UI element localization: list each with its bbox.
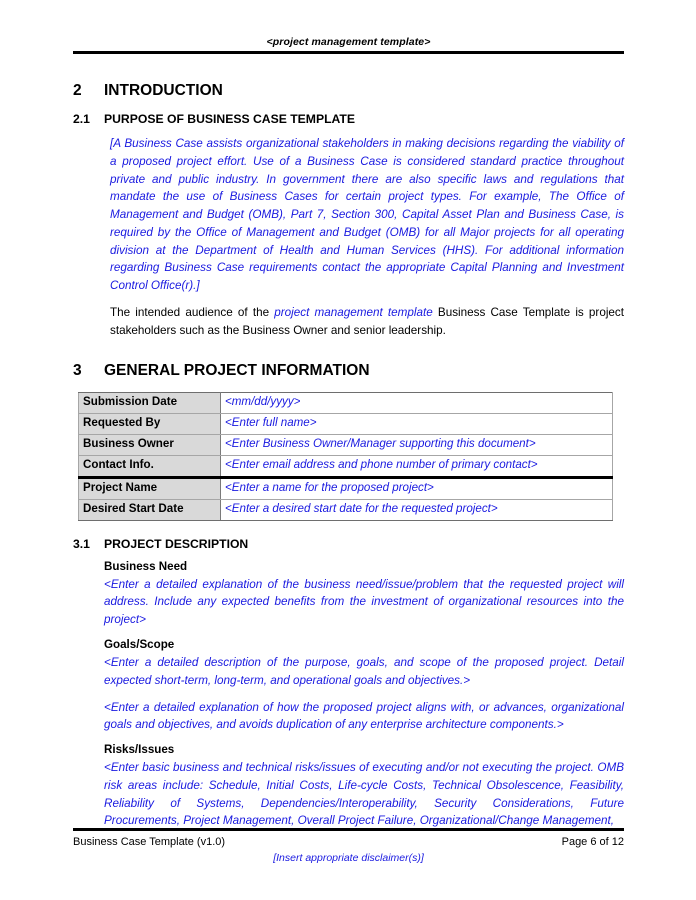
footer-page-number: Page 6 of 12 [561,836,624,848]
heading-introduction [73,82,624,100]
subheading-risks-issues: Risks/Issues [104,743,175,757]
heading-introduction-number: 2 [73,82,82,99]
table-cell-label: Desired Start Date [79,499,221,520]
heading-project-description [73,537,624,551]
table-cell-label: Submission Date [79,392,221,413]
audience-emphasis: project management template [274,306,433,320]
page-footer [73,828,624,864]
goals-scope-text-1: <Enter a detailed description of the purpose, goals, and scope of the proposed project. Detail expected short-term, long-term, and operational goals and objectives.> [104,655,624,687]
table-cell-label: Business Owner [79,434,221,455]
purpose-instruction-paragraph: [A Business Case assists organizational stakeholders in making decisions regarding the viability of a proposed project effort. Use of a Business Case is considered standard practice throughout private and public industry. In government there are also specific laws and regulations that mandate the use of Business Cases for certain project types. For example, The Office of Management and Budget (OMB), Part 7, Section 300, Capital Asset Plan and Business Case, is required by the Office of Management and Budget (OMB) for all Major projects for all operating division at the Department of Health and Human Services (HHS). For additional information regarding Business Case requirements contact the appropriate Capital Planning and Investment Control Office(r).] [110,137,624,293]
goals-scope-text-2: <Enter a detailed explanation of how the proposed project aligns with, or advances, organizational goals and objectives, and avoids duplication of any enterprise architecture components.> [104,700,624,732]
table-cell-value[interactable]: <Enter Business Owner/Manager supporting this document> [221,434,613,455]
table-cell-value[interactable]: <mm/dd/yyyy> [221,392,613,413]
purpose-audience-paragraph [73,304,624,340]
table-cell-label: Project Name [79,477,221,499]
document-body [73,82,624,839]
table-cell-value[interactable]: <Enter email address and phone number of primary contact> [221,455,613,477]
table-row [79,477,613,499]
footer-disclaimer: [Insert appropriate disclaimer(s)] [273,852,424,864]
heading-general-title: GENERAL PROJECT INFORMATION [104,361,370,379]
subheading-goals-scope: Goals/Scope [104,637,175,651]
heading-general-number: 3 [73,361,82,379]
table-row [79,434,613,455]
table-row [79,499,613,520]
heading-purpose-number: 2.1 [73,112,90,126]
table-row [79,413,613,434]
heading-purpose [73,112,624,126]
heading-project-description-title: PROJECT DESCRIPTION [104,536,249,551]
header-title: <project management template> [266,36,431,48]
heading-introduction-title: INTRODUCTION [104,82,223,99]
table-row [79,392,613,413]
footer-row [73,836,624,848]
heading-project-description-number: 3.1 [73,536,90,551]
business-need-text: <Enter a detailed explanation of the business need/issue/problem that the requested project will address. Include any expected benefits from the investment of organizational resources into the project> [104,577,624,627]
audience-prefix: The intended audience of the [110,306,275,320]
table-body [79,392,613,520]
general-project-information-table [78,392,613,521]
table-cell-value[interactable]: <Enter full name> [221,413,613,434]
heading-general-project-information [73,362,624,380]
audience-suffix: Business Case Template is project stakeholders such as the Business Owner and senior leadership. [110,306,625,337]
subheading-business-need: Business Need [104,559,188,573]
table-row [79,455,613,477]
risks-issues-text: <Enter basic business and technical risks/issues of executing and/or not executing the project. OMB risk areas include: Schedule, Initial Costs, Life-cycle Costs, Technical Obsolescence, Feasibility, Reliability of Systems, Dependencies/Interoperability, Security Considerations, Future Procurements, Project Management, Overall Project Failure, Organizational/Change Management, [104,761,624,828]
heading-purpose-title: PURPOSE OF BUSINESS CASE TEMPLATE [104,112,356,126]
table-cell-value[interactable]: <Enter a name for the proposed project> [221,477,613,499]
table-cell-label: Requested By [79,413,221,434]
table-cell-value[interactable]: <Enter a desired start date for the requested project> [221,499,613,520]
table-cell-label: Contact Info. [79,455,221,477]
page-header [73,36,624,54]
footer-document-title: Business Case Template (v1.0) [73,836,226,848]
